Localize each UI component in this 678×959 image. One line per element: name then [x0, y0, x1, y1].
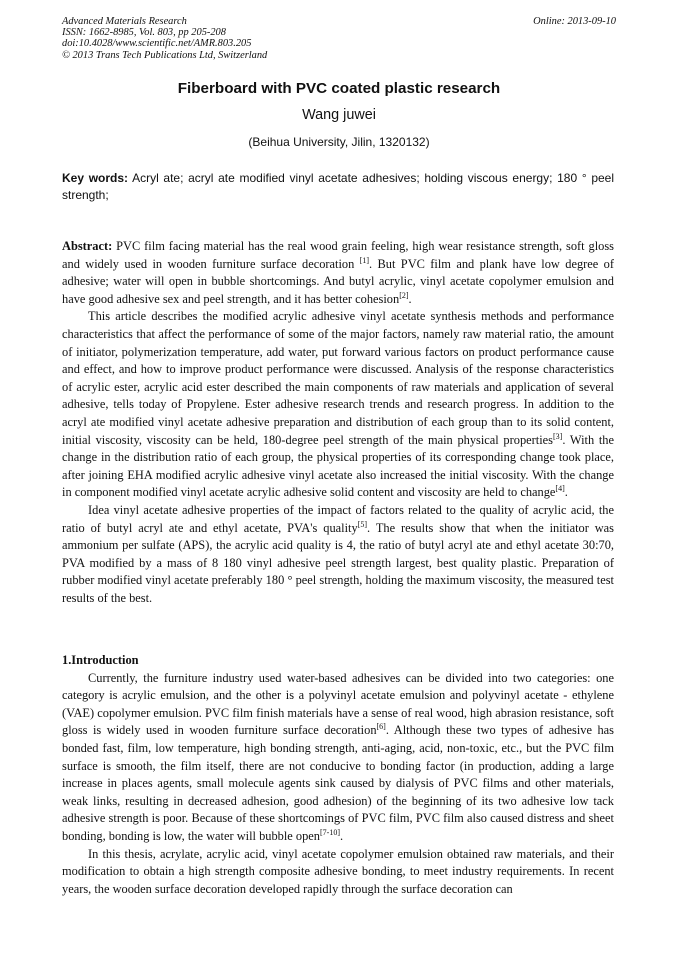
citation: [4] [555, 484, 565, 494]
journal-name: Advanced Materials Research [62, 16, 187, 27]
abstract-label: Abstract: [62, 239, 113, 253]
abstract-paragraph-1: Abstract: PVC film facing material has the real wood grain feeling, high wear resistance strength, soft gloss and widely used in wooden furniture surface decoration [1]. But PVC film and plank have low degree of adhesive; water will open in bubble shortcomings. And butyl acrylic, vinyl acetate copolymer emulsion and have good adhesive sex and peel strength, and it has better cohesion[2]. [62, 239, 614, 306]
abstract-paragraph-3: Idea vinyl acetate adhesive properties of the impact of factors related to the quality of acrylic acid, the ratio of butyl acryl ate and ethyl acetate, PVA's quality[5]. The results show that when the initiator was ammonium per sulfate (APS), the acrylic acid quality is 4, the ratio of butyl acryl ate and ethyl acetate 30:70, PVA modified by a mass of 8 180 vinyl adhesive peel strength largest, best quality plastic. Preparation of rubber modified vinyl acetate preferably 180 ° peel strength, holding the maximum viscosity, the measured test results of the best. [62, 502, 615, 605]
keywords-text: Acryl ate; acryl ate modified vinyl acetate adhesives; holding viscous energy; 180 ° peel strength; [62, 171, 615, 202]
citation: [3] [552, 431, 563, 441]
abstract-paragraph-2: This article describes the modified acrylic adhesive vinyl acetate synthesis methods and performance characteristics that affect the performance of some of the major factors, namely raw material ratio, the amount of initiator, polymerization temperature, add water, put forward various factors on product performance cause and effect, and how to improve product performance were discussed. Analysis of the response characteristics of acrylic ester, acrylic acid ester described the main components of raw materials and application of several adhesive, tells today of Propylene. Ester adhesive research trends and research progress. In addition to the acryl ate modified vinyl acetate adhesive preparation and distribution of each group than to its solid content, initial viscosity, viscosity can be held, 180-degree peel strength of the main physical properties[3]. With the change in the distribution ratio of each group, the physical properties of its corresponding change took place, after joining EHA modified acrylic adhesive vinyl acetate also increased the initial viscosity. With the change in component modified vinyl acetate acrylic adhesive solid content and viscosity are held to change[4]. [62, 309, 614, 500]
doi-line: doi:10.4028/www.scientific.net/AMR.803.205 [62, 38, 252, 50]
copyright-line: © 2013 Trans Tech Publications Ltd, Switzerland [62, 49, 268, 61]
citation: [7-10] [320, 827, 340, 837]
introduction-section [62, 652, 614, 898]
title-block [0, 80, 678, 149]
citation: [6] [376, 722, 386, 732]
intro-paragraph-1: Currently, the furniture industry used water-based adhesives can be divided into two categories: one category is acrylic emulsion, and the other is a polyvinyl acetate emulsion and polyvinyl acetate - ethylene (VAE) copolymer emulsion. PVC film finish materials have a sense of real wood, high abrasion resistance, soft gloss is widely used in wooden furniture surface decoration[6]. Although these two types of adhesive has bonded fast, film, low temperature, high bonding strength, anti-aging, acid, non-toxic, etc., but the PVC film surface is smooth, the film itself, there are not conducive to bonding factor (in production, adding a large increase in places agents, small molecule agents sink caused by dialysis of PVC films and other materials, weak links, resulting in decreased adhesion, good adhesion) of the beginning of its two adhesive low tack adhesive strength is poor. Because of these shortcomings of PVC film, PVC film also caused distress and sheet bonding, bonding is low, the water will bubble open[7-10]. [62, 670, 615, 843]
intro-paragraph-2: In this thesis, acrylate, acrylic acid, vinyl acetate copolymer emulsion obtained raw materials, and their modification to obtain a high strength composite adhesive bonding, to meet industry requirements. In recent years, the wooden surface decoration developed rapidly through the surface decoration can [62, 846, 614, 896]
author-name: Wang juwei [302, 107, 376, 123]
issn-line: ISSN: 1662-8985, Vol. 803, pp 205-208 [62, 27, 226, 39]
online-date: Online: 2013-09-10 [533, 16, 616, 27]
section-heading: 1.Introduction [62, 653, 139, 667]
keywords-section [62, 170, 614, 204]
citation: [5] [357, 519, 368, 529]
journal-header [62, 16, 267, 61]
author-affiliation: (Beihua University, Jilin, 1320132) [248, 135, 430, 149]
citation: [1] [359, 255, 370, 265]
keywords-label: Key words: [62, 171, 129, 185]
paper-title: Fiberboard with PVC coated plastic research [177, 80, 501, 97]
abstract-section [62, 238, 614, 607]
citation: [2] [399, 290, 409, 300]
